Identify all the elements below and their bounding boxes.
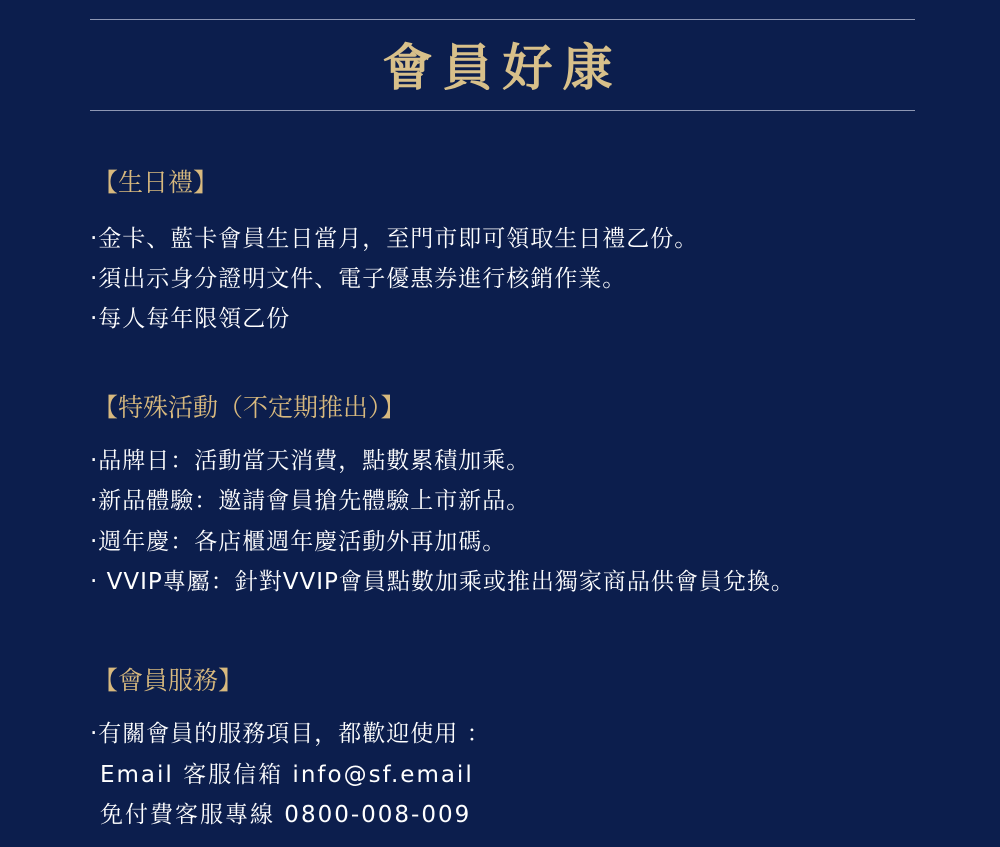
event-item: ‧新品體驗：邀請會員搶先體驗上市新品。: [90, 488, 531, 514]
service-email-line: Email 客服信箱 info@sf.email: [100, 762, 474, 788]
birthday-item: ‧金卡、藍卡會員生日當月，至門市即可領取生日禮乙份。: [90, 226, 699, 252]
page-title: 會員好康: [382, 38, 623, 97]
birthday-item: ‧每人每年限領乙份: [90, 306, 291, 332]
title-bottom-rule: [90, 110, 915, 111]
birthday-item: ‧須出示身分證明文件、電子優惠券進行核銷作業。: [90, 266, 627, 292]
event-item: ‧品牌日：活動當天消費，點數累積加乘。: [90, 448, 531, 474]
section-heading-special-events: 【特殊活動（不定期推出）】: [93, 393, 406, 422]
event-item: ‧ VVIP專屬：針對VVIP會員點數加乘或推出獨家商品供會員兌換。: [90, 569, 795, 595]
service-intro: ‧有關會員的服務項目，都歡迎使用 ：: [90, 721, 491, 747]
event-item: ‧週年慶：各店櫃週年慶活動外再加碼。: [90, 529, 507, 555]
section-heading-birthday: 【生日禮】: [93, 168, 219, 197]
section-heading-member-service: 【會員服務】: [93, 666, 244, 695]
service-hotline-line: 免付費客服專線 0800-008-009: [100, 802, 472, 828]
title-top-rule: [90, 19, 915, 20]
